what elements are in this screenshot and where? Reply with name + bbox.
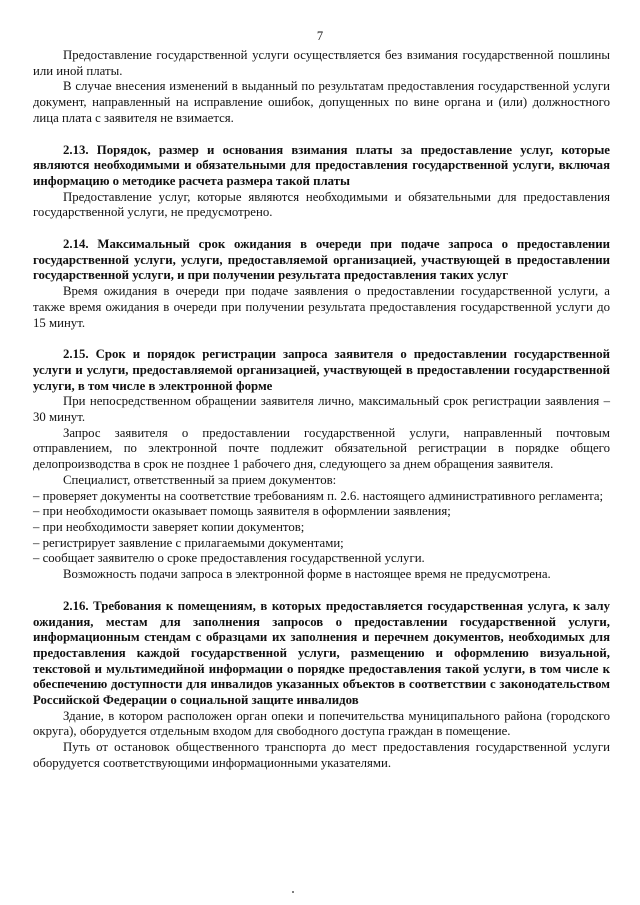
list-item: – при необходимости заверяет копии документов; [33, 519, 305, 534]
paragraph: Предоставление услуг, которые являются необходимыми и обязательными для предоставления государственной услуги, не предусмотрено. [33, 189, 610, 220]
list-item: – регистрирует заявление с прилагаемыми документами; [33, 535, 344, 550]
section-heading: 2.16. Требования к помещениям, в которых предоставляется государственная услуга, к залу ожидания, местам для заполнения запросов о предоставлении государственной услуги, информационным стендам с образцами их заполнения и перечнем документов, необходимых для предоставления каждой государственной услуги, размещению и оформлению визуальной, текстовой и мультимедийной информации о порядке предоставления такой услуги, в том числе к обеспечению доступности для инвалидов указанных объектов в соответствии с законодательством Российской Федерации о социальной защите инвалидов [33, 598, 610, 708]
page-number: 7 [316, 29, 324, 43]
paragraph: Здание, в котором расположен орган опеки и попечительства муниципального района (городского округа), оборудуется отдельным входом для свободного доступа граждан в помещение. [33, 708, 610, 739]
scan-dot [292, 891, 294, 893]
list-item: – при необходимости оказывает помощь заявителя в оформлении заявления; [33, 504, 451, 519]
paragraph: Время ожидания в очереди при подаче заявления о предоставлении государственной услуги, а также время ожидания в очереди при получении результата предоставления государственной услуги до 15 минут. [33, 284, 610, 330]
list-item: – сообщает заявителю о сроке предоставления государственной услуги. [33, 551, 425, 566]
paragraph: Путь от остановок общественного транспорта до мест предоставления государственной услуги оборудуется соответствующими информационными указателями. [33, 740, 610, 770]
section-2-16 [33, 599, 610, 772]
list-item: – проверяет документы на соответствие требованиям п. 2.6. настоящего административного регламента; [33, 488, 604, 503]
paragraph: Специалист, ответственный за прием документов: [63, 472, 337, 487]
section-2-15 [33, 347, 610, 583]
section-heading: 2.13. Порядок, размер и основания взимания платы за предоставление услуг, которые являются необходимыми и обязательными для предоставления государственной услуги, включая информацию о методике расчета размера такой платы [33, 142, 610, 188]
intro-block [33, 48, 610, 127]
paragraph: При непосредственном обращении заявителя лично, максимальный срок регистрации заявления – 30 минут. [33, 394, 610, 425]
paragraph: Возможность подачи запроса в электронной форме в настоящее время не предусмотрена. [63, 567, 551, 582]
section-2-14 [33, 237, 610, 331]
document-body [33, 48, 610, 772]
paragraph: Запрос заявителя о предоставлении государственной услуги, направленный почтовым отправлением, по электронной почте подлежит обязательной регистрации в порядке общего делопроизводства в срок не позднее 1 рабочего дня, следующего за днем обращения заявителя. [33, 425, 610, 472]
paragraph: Предоставление государственной услуги осуществляется без взимания государственной пошлины или иной платы. [33, 48, 610, 78]
section-heading: 2.14. Максимальный срок ожидания в очереди при подаче запроса о предоставлении государственной услуги, услуги, предоставляемой организацией, участвующей в предоставлении государственной услуги, и при получении результата предоставления таких услуг [33, 237, 610, 283]
section-heading: 2.15. Срок и порядок регистрации запроса заявителя о предоставлении государственной услуги и услуги, предоставляемой организацией, участвующей в предоставлении государственной услуги, в том числе в электронной форме [33, 347, 610, 393]
section-2-13 [33, 143, 610, 222]
paragraph: В случае внесения изменений в выданный по результатам предоставления государственной услуги документ, направленный на исправление ошибок, допущенных по вине органа и (или) должностного лица плата с заявителя не взимается. [33, 79, 610, 125]
